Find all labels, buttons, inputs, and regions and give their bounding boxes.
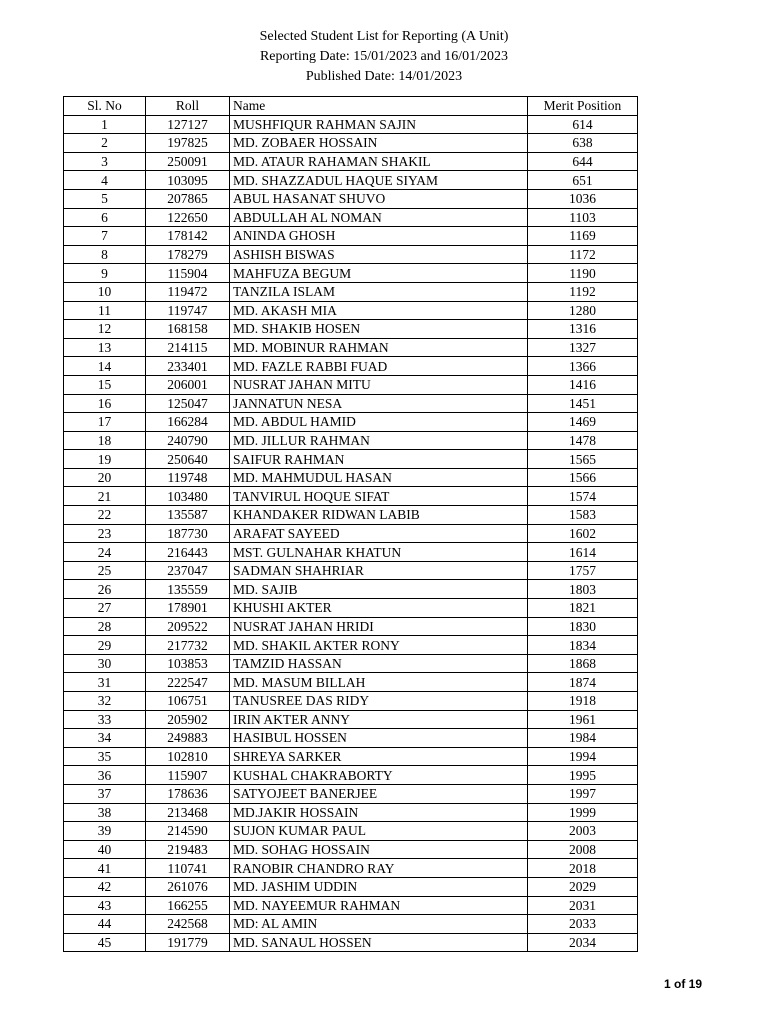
- roll-cell: 178142: [146, 227, 230, 246]
- sl-no-cell: 28: [64, 617, 146, 636]
- sl-no-cell: 33: [64, 710, 146, 729]
- sl-no-cell: 42: [64, 877, 146, 896]
- roll-cell: 187730: [146, 524, 230, 543]
- name-cell: SUJON KUMAR PAUL: [230, 822, 528, 841]
- table-row: [64, 152, 638, 171]
- merit-position-cell: 1994: [528, 747, 638, 766]
- table-row: [64, 468, 638, 487]
- name-cell: ANINDA GHOSH: [230, 227, 528, 246]
- sl-no-cell: 40: [64, 840, 146, 859]
- roll-cell: 122650: [146, 208, 230, 227]
- table-row: [64, 803, 638, 822]
- name-cell: RANOBIR CHANDRO RAY: [230, 859, 528, 878]
- roll-cell: 103853: [146, 654, 230, 673]
- table-row: [64, 580, 638, 599]
- table-row: [64, 766, 638, 785]
- name-cell: MD. SHAKIB HOSEN: [230, 320, 528, 339]
- table-row: [64, 487, 638, 506]
- table-row: [64, 636, 638, 655]
- merit-position-cell: 2031: [528, 896, 638, 915]
- merit-position-cell: 2008: [528, 840, 638, 859]
- roll-cell: 237047: [146, 561, 230, 580]
- roll-cell: 240790: [146, 431, 230, 450]
- table-row: [64, 189, 638, 208]
- roll-cell: 110741: [146, 859, 230, 878]
- table-row: [64, 599, 638, 618]
- merit-position-cell: 2018: [528, 859, 638, 878]
- sl-no-cell: 6: [64, 208, 146, 227]
- student-list-table: [63, 96, 638, 952]
- merit-position-cell: 1999: [528, 803, 638, 822]
- sl-no-cell: 22: [64, 506, 146, 525]
- merit-position-cell: 1192: [528, 282, 638, 301]
- sl-no-cell: 9: [64, 264, 146, 283]
- column-header-sl-no: Sl. No: [64, 97, 146, 116]
- roll-cell: 191779: [146, 933, 230, 952]
- name-cell: MD. NAYEEMUR RAHMAN: [230, 896, 528, 915]
- name-cell: MD. ABDUL HAMID: [230, 413, 528, 432]
- table-row: [64, 282, 638, 301]
- sl-no-cell: 35: [64, 747, 146, 766]
- merit-position-cell: 651: [528, 171, 638, 190]
- table-row: [64, 524, 638, 543]
- roll-cell: 250091: [146, 152, 230, 171]
- name-cell: SHREYA SARKER: [230, 747, 528, 766]
- merit-position-cell: 644: [528, 152, 638, 171]
- roll-cell: 119472: [146, 282, 230, 301]
- name-cell: ABUL HASANAT SHUVO: [230, 189, 528, 208]
- sl-no-cell: 3: [64, 152, 146, 171]
- merit-position-cell: 1190: [528, 264, 638, 283]
- document-title: Selected Student List for Reporting (A Unit): [259, 29, 509, 44]
- merit-position-cell: 1583: [528, 506, 638, 525]
- table-row: [64, 394, 638, 413]
- name-cell: SATYOJEET BANERJEE: [230, 784, 528, 803]
- table-row: [64, 115, 638, 134]
- sl-no-cell: 16: [64, 394, 146, 413]
- name-cell: SADMAN SHAHRIAR: [230, 561, 528, 580]
- sl-no-cell: 31: [64, 673, 146, 692]
- merit-position-cell: 1997: [528, 784, 638, 803]
- name-cell: MD.JAKIR HOSSAIN: [230, 803, 528, 822]
- merit-position-cell: 1280: [528, 301, 638, 320]
- roll-cell: 214590: [146, 822, 230, 841]
- column-header-name: Name: [230, 97, 528, 116]
- sl-no-cell: 17: [64, 413, 146, 432]
- merit-position-cell: 1821: [528, 599, 638, 618]
- name-cell: NUSRAT JAHAN MITU: [230, 375, 528, 394]
- table-row: [64, 896, 638, 915]
- roll-cell: 242568: [146, 915, 230, 934]
- table-row: [64, 506, 638, 525]
- name-cell: IRIN AKTER ANNY: [230, 710, 528, 729]
- merit-position-cell: 1868: [528, 654, 638, 673]
- sl-no-cell: 1: [64, 115, 146, 134]
- roll-cell: 219483: [146, 840, 230, 859]
- table-row: [64, 357, 638, 376]
- merit-position-cell: 1316: [528, 320, 638, 339]
- merit-position-cell: 1830: [528, 617, 638, 636]
- merit-position-cell: 1103: [528, 208, 638, 227]
- table-row: [64, 301, 638, 320]
- name-cell: ARAFAT SAYEED: [230, 524, 528, 543]
- name-cell: KHUSHI AKTER: [230, 599, 528, 618]
- table-body: [64, 115, 638, 952]
- roll-cell: 115907: [146, 766, 230, 785]
- name-cell: MD. SHAKIL AKTER RONY: [230, 636, 528, 655]
- roll-cell: 209522: [146, 617, 230, 636]
- table-header-row: [64, 97, 638, 116]
- table-row: [64, 208, 638, 227]
- merit-position-cell: 1469: [528, 413, 638, 432]
- sl-no-cell: 10: [64, 282, 146, 301]
- name-cell: MD. ATAUR RAHAMAN SHAKIL: [230, 152, 528, 171]
- merit-position-cell: 1172: [528, 245, 638, 264]
- roll-cell: 216443: [146, 543, 230, 562]
- sl-no-cell: 43: [64, 896, 146, 915]
- roll-cell: 178901: [146, 599, 230, 618]
- table-row: [64, 840, 638, 859]
- merit-position-cell: 638: [528, 134, 638, 153]
- table-row: [64, 915, 638, 934]
- name-cell: KHANDAKER RIDWAN LABIB: [230, 506, 528, 525]
- merit-position-cell: 1757: [528, 561, 638, 580]
- name-cell: ASHISH BISWAS: [230, 245, 528, 264]
- table-row: [64, 654, 638, 673]
- sl-no-cell: 39: [64, 822, 146, 841]
- sl-no-cell: 38: [64, 803, 146, 822]
- roll-cell: 197825: [146, 134, 230, 153]
- table-row: [64, 617, 638, 636]
- table-row: [64, 822, 638, 841]
- name-cell: MD. JILLUR RAHMAN: [230, 431, 528, 450]
- sl-no-cell: 5: [64, 189, 146, 208]
- table-row: [64, 245, 638, 264]
- sl-no-cell: 11: [64, 301, 146, 320]
- published-date: Published Date: 14/01/2023: [305, 69, 463, 84]
- name-cell: TANVIRUL HOQUE SIFAT: [230, 487, 528, 506]
- table-row: [64, 264, 638, 283]
- name-cell: MD. SAJIB: [230, 580, 528, 599]
- table-row: [64, 134, 638, 153]
- roll-cell: 207865: [146, 189, 230, 208]
- sl-no-cell: 18: [64, 431, 146, 450]
- sl-no-cell: 32: [64, 692, 146, 711]
- sl-no-cell: 26: [64, 580, 146, 599]
- roll-cell: 102810: [146, 747, 230, 766]
- merit-position-cell: 2033: [528, 915, 638, 934]
- sl-no-cell: 36: [64, 766, 146, 785]
- merit-position-cell: 1478: [528, 431, 638, 450]
- roll-cell: 168158: [146, 320, 230, 339]
- sl-no-cell: 7: [64, 227, 146, 246]
- roll-cell: 261076: [146, 877, 230, 896]
- sl-no-cell: 14: [64, 357, 146, 376]
- merit-position-cell: 1451: [528, 394, 638, 413]
- reporting-date: Reporting Date: 15/01/2023 and 16/01/2023: [259, 49, 509, 64]
- merit-position-cell: 2034: [528, 933, 638, 952]
- sl-no-cell: 29: [64, 636, 146, 655]
- column-header-merit-position: Merit Position: [528, 97, 638, 116]
- merit-position-cell: 2003: [528, 822, 638, 841]
- merit-position-cell: 1874: [528, 673, 638, 692]
- sl-no-cell: 25: [64, 561, 146, 580]
- table-row: [64, 673, 638, 692]
- table-row: [64, 413, 638, 432]
- name-cell: MD. JASHIM UDDIN: [230, 877, 528, 896]
- table-row: [64, 729, 638, 748]
- name-cell: MD. MOBINUR RAHMAN: [230, 338, 528, 357]
- name-cell: TAMZID HASSAN: [230, 654, 528, 673]
- merit-position-cell: 1803: [528, 580, 638, 599]
- table-row: [64, 877, 638, 896]
- roll-cell: 166284: [146, 413, 230, 432]
- roll-cell: 127127: [146, 115, 230, 134]
- roll-cell: 178279: [146, 245, 230, 264]
- merit-position-cell: 1565: [528, 450, 638, 469]
- merit-position-cell: 1327: [528, 338, 638, 357]
- merit-position-cell: 614: [528, 115, 638, 134]
- roll-cell: 250640: [146, 450, 230, 469]
- roll-cell: 214115: [146, 338, 230, 357]
- roll-cell: 166255: [146, 896, 230, 915]
- table-row: [64, 543, 638, 562]
- roll-cell: 205902: [146, 710, 230, 729]
- sl-no-cell: 19: [64, 450, 146, 469]
- sl-no-cell: 23: [64, 524, 146, 543]
- table-row: [64, 375, 638, 394]
- name-cell: JANNATUN NESA: [230, 394, 528, 413]
- name-cell: MD: AL AMIN: [230, 915, 528, 934]
- merit-position-cell: 1602: [528, 524, 638, 543]
- sl-no-cell: 41: [64, 859, 146, 878]
- name-cell: HASIBUL HOSSEN: [230, 729, 528, 748]
- name-cell: MD. AKASH MIA: [230, 301, 528, 320]
- table-row: [64, 431, 638, 450]
- name-cell: NUSRAT JAHAN HRIDI: [230, 617, 528, 636]
- name-cell: MD. MASUM BILLAH: [230, 673, 528, 692]
- merit-position-cell: 1995: [528, 766, 638, 785]
- column-header-roll: Roll: [146, 97, 230, 116]
- roll-cell: 103480: [146, 487, 230, 506]
- merit-position-cell: 1574: [528, 487, 638, 506]
- table-row: [64, 747, 638, 766]
- merit-position-cell: 1984: [528, 729, 638, 748]
- merit-position-cell: 1834: [528, 636, 638, 655]
- sl-no-cell: 30: [64, 654, 146, 673]
- roll-cell: 206001: [146, 375, 230, 394]
- sl-no-cell: 27: [64, 599, 146, 618]
- name-cell: MAHFUZA BEGUM: [230, 264, 528, 283]
- merit-position-cell: 2029: [528, 877, 638, 896]
- sl-no-cell: 45: [64, 933, 146, 952]
- merit-position-cell: 1614: [528, 543, 638, 562]
- table-row: [64, 859, 638, 878]
- roll-cell: 222547: [146, 673, 230, 692]
- sl-no-cell: 2: [64, 134, 146, 153]
- name-cell: MD. MAHMUDUL HASAN: [230, 468, 528, 487]
- name-cell: MST. GULNAHAR KHATUN: [230, 543, 528, 562]
- roll-cell: 135559: [146, 580, 230, 599]
- table-row: [64, 338, 638, 357]
- merit-position-cell: 1169: [528, 227, 638, 246]
- roll-cell: 103095: [146, 171, 230, 190]
- document-header: [0, 27, 768, 87]
- name-cell: KUSHAL CHAKRABORTY: [230, 766, 528, 785]
- merit-position-cell: 1566: [528, 468, 638, 487]
- name-cell: MD. ZOBAER HOSSAIN: [230, 134, 528, 153]
- page-indicator: 1 of 19: [664, 977, 703, 991]
- sl-no-cell: 8: [64, 245, 146, 264]
- sl-no-cell: 12: [64, 320, 146, 339]
- sl-no-cell: 24: [64, 543, 146, 562]
- name-cell: MD. SHAZZADUL HAQUE SIYAM: [230, 171, 528, 190]
- roll-cell: 125047: [146, 394, 230, 413]
- roll-cell: 217732: [146, 636, 230, 655]
- sl-no-cell: 37: [64, 784, 146, 803]
- merit-position-cell: 1416: [528, 375, 638, 394]
- table-row: [64, 561, 638, 580]
- sl-no-cell: 34: [64, 729, 146, 748]
- roll-cell: 249883: [146, 729, 230, 748]
- table-row: [64, 450, 638, 469]
- roll-cell: 213468: [146, 803, 230, 822]
- name-cell: SAIFUR RAHMAN: [230, 450, 528, 469]
- table-row: [64, 710, 638, 729]
- name-cell: MD. FAZLE RABBI FUAD: [230, 357, 528, 376]
- name-cell: MD. SANAUL HOSSEN: [230, 933, 528, 952]
- name-cell: ABDULLAH AL NOMAN: [230, 208, 528, 227]
- sl-no-cell: 15: [64, 375, 146, 394]
- table-row: [64, 320, 638, 339]
- name-cell: MUSHFIQUR RAHMAN SAJIN: [230, 115, 528, 134]
- sl-no-cell: 13: [64, 338, 146, 357]
- sl-no-cell: 21: [64, 487, 146, 506]
- merit-position-cell: 1961: [528, 710, 638, 729]
- table-row: [64, 171, 638, 190]
- table-row: [64, 933, 638, 952]
- roll-cell: 178636: [146, 784, 230, 803]
- roll-cell: 233401: [146, 357, 230, 376]
- name-cell: MD. SOHAG HOSSAIN: [230, 840, 528, 859]
- merit-position-cell: 1036: [528, 189, 638, 208]
- name-cell: TANZILA ISLAM: [230, 282, 528, 301]
- sl-no-cell: 44: [64, 915, 146, 934]
- table-row: [64, 784, 638, 803]
- roll-cell: 119747: [146, 301, 230, 320]
- table-row: [64, 692, 638, 711]
- merit-position-cell: 1366: [528, 357, 638, 376]
- sl-no-cell: 20: [64, 468, 146, 487]
- table-row: [64, 227, 638, 246]
- roll-cell: 119748: [146, 468, 230, 487]
- roll-cell: 106751: [146, 692, 230, 711]
- name-cell: TANUSREE DAS RIDY: [230, 692, 528, 711]
- roll-cell: 135587: [146, 506, 230, 525]
- sl-no-cell: 4: [64, 171, 146, 190]
- merit-position-cell: 1918: [528, 692, 638, 711]
- roll-cell: 115904: [146, 264, 230, 283]
